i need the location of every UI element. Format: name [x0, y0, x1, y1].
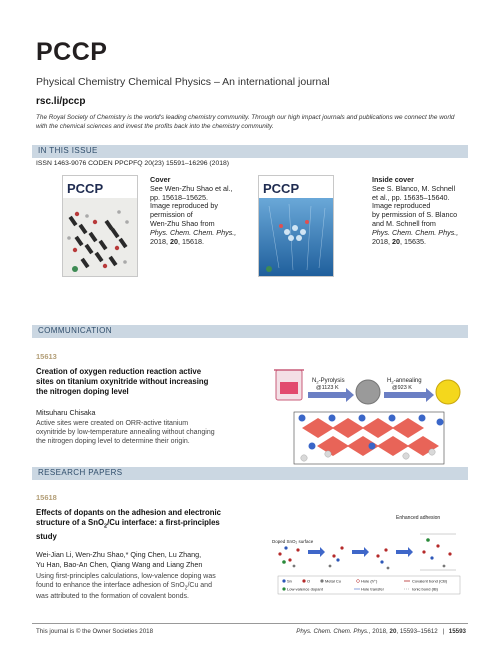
inside-cover-citation-volume	[372, 238, 472, 247]
research-title-sub: 2	[104, 523, 108, 530]
communication-title[interactable]	[36, 367, 251, 397]
footer-rule	[32, 623, 468, 624]
communication-page-number[interactable]: 15613	[36, 352, 57, 361]
research-page-number[interactable]: 15618	[36, 493, 57, 502]
communication-abstract-line: Active sites were created on ORR-active titanium	[36, 420, 189, 427]
cover-description	[150, 176, 245, 246]
intermediate-sphere-icon	[356, 380, 380, 404]
inside-cover-year: 2018,	[372, 236, 392, 246]
enhanced-adhesion-label: Enhanced adhesion	[396, 515, 441, 521]
pyrolysis-label-rest: -Pyrolysis	[318, 378, 345, 384]
inside-cover-heading: Inside cover	[372, 175, 414, 184]
inside-cover-thumb-title: PCCP	[263, 181, 300, 196]
cover-citation-journal: Phys. Chem. Chem. Phys.,	[150, 227, 237, 237]
footer-citation	[296, 628, 466, 635]
annealing-temp: @923 K	[392, 385, 412, 391]
annealing-label-sub: 2	[391, 379, 394, 385]
inside-cover-volume: 20	[391, 236, 400, 246]
research-abstract-part: /Cu and	[187, 581, 212, 589]
research-abstract	[36, 573, 266, 602]
annealing-label-rest: -annealing	[393, 378, 422, 384]
footer-page-number: 15593	[448, 628, 466, 635]
research-authors-line: Wei-Jian Li, Wen-Zhu Shao,* Qing Chen, Lu Zhang,	[36, 550, 202, 559]
legend-covalent-bond: Covalent bond (CB)	[412, 578, 448, 584]
inside-cover-line: et al., pp. 15635–15640.	[372, 192, 450, 202]
communication-abstract-line: oxynitride by low-temperature annealing without changing	[36, 428, 215, 436]
research-abstract-line	[36, 582, 266, 593]
cover-volume: 20	[169, 236, 178, 246]
cover-line: Image reproduced by	[150, 201, 218, 211]
footer-journal: Phys. Chem. Chem. Phys.,	[296, 628, 371, 635]
cover-page: , 15618.	[177, 236, 204, 246]
inside-cover-citation-journal: Phys. Chem. Chem. Phys.,	[372, 227, 459, 237]
inside-cover-line: and M. Schnell from	[372, 218, 436, 228]
svg-text:H2-annealing	[387, 378, 422, 385]
pyrolysis-temp: @1123 K	[316, 385, 339, 391]
research-title[interactable]	[36, 508, 261, 542]
legend-o: O	[307, 578, 311, 584]
section-band-communication	[32, 325, 468, 338]
cover-citation-volume	[150, 238, 245, 247]
footer-copyright: This journal is © the Owner Societies 2018	[36, 628, 154, 635]
section-label-research-papers: RESEARCH PAPERS	[38, 468, 123, 477]
journal-subtitle: Physical Chemistry Chemical Physics – An international journal	[36, 76, 330, 88]
communication-abstract-line: the nitrogen doping level to determine their origin.	[36, 437, 190, 445]
pyrolysis-label: N	[312, 378, 317, 384]
research-abstract-line: was attributed to the formation of covalent bonds.	[36, 592, 189, 600]
inside-cover-description	[372, 176, 472, 246]
inside-cover-line: Image reproduced	[372, 201, 431, 211]
cover-line: Wen-Zhu Shao from	[150, 218, 215, 228]
communication-abstract	[36, 420, 266, 446]
research-title-line: Effects of dopants on the adhesion and electronic	[36, 508, 221, 517]
communication-authors: Mitsuharu Chisaka	[36, 408, 96, 417]
section-band-research-papers	[32, 467, 468, 480]
research-authors-line: Yu Han, Bao-An Chen, Qiang Wang and Liang Zhen	[36, 559, 203, 569]
svg-text:N2-Pyrolysis	[312, 378, 345, 385]
research-title-line: study	[36, 531, 57, 541]
issn-line: ISSN 1463-9076 CODEN PPCPFQ 20(23) 15591–16296 (2018)	[36, 160, 230, 167]
cover-line: pp. 15618–15625.	[150, 192, 208, 202]
research-abstract-part: found to enhance the interface adhesion of SnO	[36, 581, 185, 589]
section-band-in-this-issue	[32, 145, 468, 158]
mission-statement: The Royal Society of Chemistry is the world's leading chemistry community. Through our high impact journals and publications we connect the world with the chemical sciences and invest the profits back into the chemistry community.	[36, 114, 455, 130]
research-abstract-line: Using first-principles calculations, low-valence doping was	[36, 573, 216, 580]
inside-cover-page: , 15635.	[399, 236, 426, 246]
legend-sn: Sn	[287, 578, 292, 584]
cover-thumb-title: PCCP	[67, 181, 104, 196]
product-sphere-icon	[436, 380, 460, 404]
inside-cover-thumbnail[interactable]	[258, 175, 334, 277]
inside-cover-line: See S. Blanco, M. Schnell	[372, 183, 456, 193]
inside-cover-line: by permission of S. Blanco	[372, 210, 458, 220]
cover-year: 2018,	[150, 236, 170, 246]
research-title-part: /Cu interface: a first-principles	[107, 518, 220, 527]
communication-toc-figure[interactable]	[268, 362, 464, 466]
doped-surface-label: Doped SnO₂ surface	[272, 539, 314, 544]
legend-ionic-bond: Ionic bond (IB)	[412, 586, 439, 592]
footer-pages: , 15593–15612	[396, 628, 438, 635]
research-title-part: structure of a SnO	[36, 518, 105, 527]
research-abstract-sub: 2	[184, 585, 188, 592]
legend-hole: Hole (h⁺)	[361, 578, 378, 584]
journal-url[interactable]: rsc.li/pccp	[36, 96, 86, 107]
communication-title-line: sites on titanium oxynitride without increasing	[36, 377, 209, 386]
footer-separator: |	[442, 628, 445, 635]
research-authors	[36, 550, 261, 569]
communication-title-line: Creation of oxygen reduction reaction active	[36, 367, 202, 376]
step-arrows-icon	[308, 547, 413, 557]
cover-heading: Cover	[150, 175, 171, 184]
section-label-in-this-issue: IN THIS ISSUE	[38, 146, 98, 155]
pyrolysis-label-sub: 2	[316, 379, 319, 385]
footer-volume: 20	[389, 628, 397, 635]
legend-dopant: Low-valence dopant	[287, 586, 323, 592]
cover-line: See Wen-Zhu Shao et al.,	[150, 183, 233, 193]
journal-title: PCCP	[36, 38, 108, 66]
section-label-communication: COMMUNICATION	[38, 326, 112, 335]
communication-title-line: the nitrogen doping level	[36, 387, 129, 396]
research-toc-figure[interactable]	[268, 510, 464, 600]
cover-line: permission of	[150, 210, 193, 220]
footer-year: 2018,	[370, 628, 390, 635]
annealing-label: H	[387, 378, 392, 384]
legend-hole-transfer: Hole transfer	[361, 586, 384, 592]
legend-metal-cu: Metal Cu	[325, 578, 342, 584]
cover-thumbnail[interactable]	[62, 175, 138, 277]
research-title-line	[36, 518, 261, 532]
figure-legend	[278, 576, 460, 594]
